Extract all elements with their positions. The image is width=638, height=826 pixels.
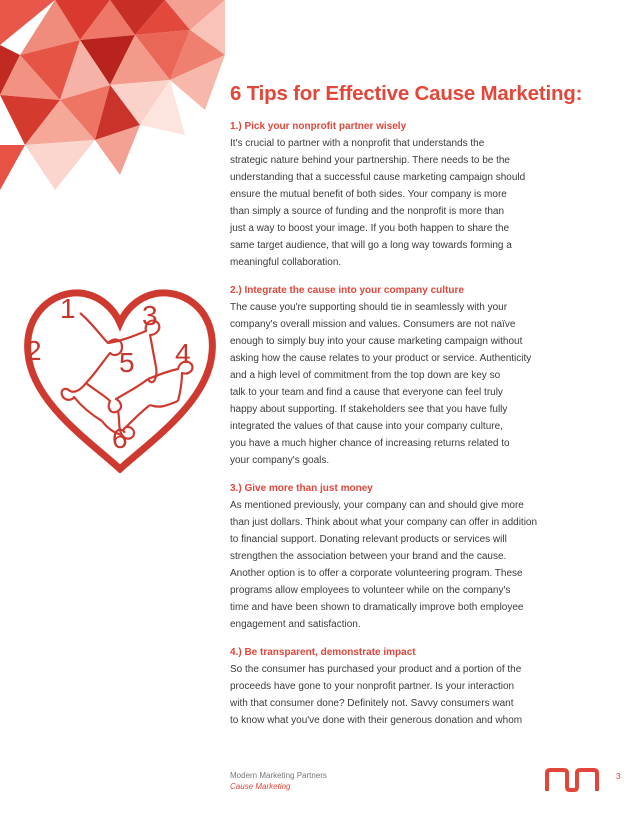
- text-line: strengthen the association between your brand and the cause.: [230, 551, 507, 562]
- tip-body: [230, 497, 570, 633]
- text-line: to financial support. Donating relevant products or services will: [230, 534, 507, 545]
- text-line: ensure the mutual benefit of both sides. Your company is more: [230, 189, 507, 200]
- article-content: [230, 82, 583, 740]
- text-line: integrated the values of that cause into your company culture,: [230, 421, 503, 432]
- page-number: 3: [616, 771, 621, 781]
- puzzle-heart-illustration: [22, 283, 218, 473]
- text-line: engagement and satisfaction.: [230, 619, 361, 630]
- puzzle-number-6: 6: [112, 423, 128, 454]
- text-line: It's crucial to partner with a nonprofit that understands the: [230, 138, 485, 149]
- tip-section-2: [230, 282, 570, 469]
- text-line: time and have been shown to dramatically improve both employee: [230, 602, 524, 613]
- tip-body: [230, 299, 570, 469]
- page-title: 6 Tips for Effective Cause Marketing:: [230, 82, 583, 105]
- text-line: programs allow employees to volunteer while on the company's: [230, 585, 511, 596]
- puzzle-number-1: 1: [60, 293, 76, 324]
- text-line: asking how the cause relates to your product or service. Authenticity: [230, 353, 532, 364]
- tip-heading: 4.) Be transparent, demonstrate impact: [230, 647, 416, 658]
- tip-heading: 2.) Integrate the cause into your company culture: [230, 285, 464, 296]
- puzzle-number-4: 4: [175, 338, 191, 369]
- text-line: to know what you've done with their generous donation and whom: [230, 715, 523, 726]
- text-line: As mentioned previously, your company can and should give more: [230, 500, 524, 511]
- text-line: happy about supporting. If stakeholders see that you have fully: [230, 404, 508, 415]
- tip-body: [230, 135, 570, 271]
- text-line: So the consumer has purchased your product and a portion of the: [230, 664, 522, 675]
- tip-section-3: [230, 480, 570, 633]
- puzzle-number-5: 5: [119, 347, 135, 378]
- mmp-logo-icon: [544, 767, 600, 793]
- page-footer: [230, 770, 327, 792]
- decorative-triangle-pattern: [0, 0, 225, 195]
- text-line: Another option is to offer a corporate volunteering program. These: [230, 568, 523, 579]
- tip-body: [230, 661, 570, 729]
- tip-section-1: [230, 118, 570, 271]
- text-line: company's overall mission and values. Consumers are not naïve: [230, 319, 516, 330]
- text-line: proceeds have gone to your nonprofit partner. Is your interaction: [230, 681, 515, 692]
- text-line: than just dollars. Think about what your company can offer in addition: [230, 517, 538, 528]
- text-line: your company's goals.: [230, 455, 330, 466]
- text-line: talk to your team and find a cause that everyone can feel truly: [230, 387, 503, 398]
- text-line: understanding that a successful cause marketing campaign should: [230, 172, 526, 183]
- text-line: and a high level of commitment from the top down are key so: [230, 370, 501, 381]
- footer-document-title: Cause Marketing: [230, 782, 291, 791]
- text-line: meaningful collaboration.: [230, 257, 342, 268]
- footer-organization: Modern Marketing Partners: [230, 771, 327, 780]
- text-line: enough to simply buy into your cause marketing campaign without: [230, 336, 523, 347]
- tip-heading: 1.) Pick your nonprofit partner wisely: [230, 121, 407, 132]
- text-line: you have a much higher chance of increasing returns related to: [230, 438, 510, 449]
- puzzle-number-3: 3: [142, 300, 158, 331]
- text-line: just a way to boost your image. If you both happen to share the: [230, 223, 510, 234]
- tip-section-4: [230, 644, 570, 729]
- text-line: than simply a source of funding and the nonprofit is more than: [230, 206, 505, 217]
- text-line: strategic nature behind your partnership. There needs to be the: [230, 155, 510, 166]
- text-line: The cause you're supporting should tie in seamlessly with your: [230, 302, 508, 313]
- text-line: same target audience, that will go a long way towards forming a: [230, 240, 512, 251]
- text-line: with that consumer done? Definitely not. Savvy consumers want: [230, 698, 514, 709]
- puzzle-number-2: 2: [26, 335, 42, 366]
- tip-heading: 3.) Give more than just money: [230, 483, 373, 494]
